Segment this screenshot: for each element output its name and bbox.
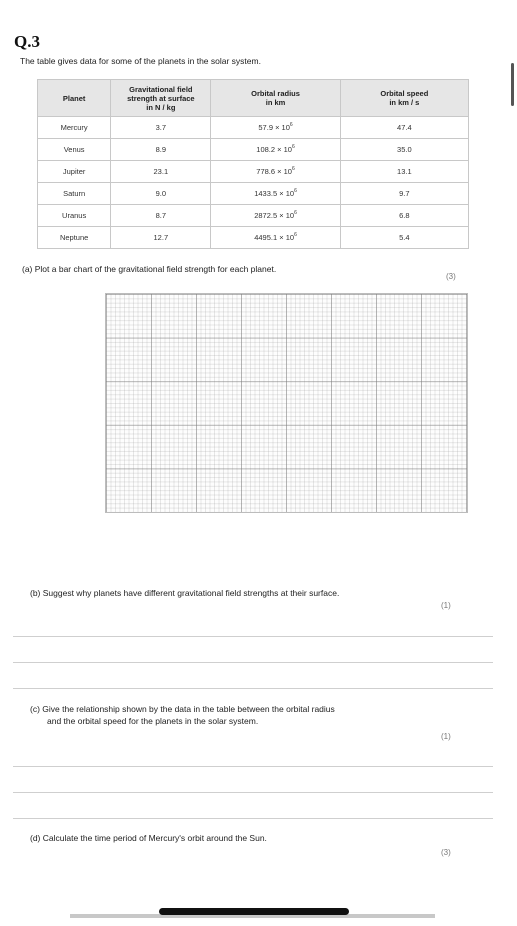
cell-orbital-radius	[211, 139, 340, 161]
header-orbital-speed	[340, 80, 468, 117]
part-d-question: (d) Calculate the time period of Mercury's orbit around the Sun.	[30, 833, 267, 843]
part-c-question-line2: and the orbital speed for the planets in the solar system.	[47, 716, 259, 726]
header-planet: Planet	[38, 80, 111, 117]
cell-orbital-speed: 13.1	[340, 161, 468, 183]
table-row	[38, 161, 469, 183]
cell-gfs: 12.7	[111, 227, 211, 249]
cell-planet: Neptune	[38, 227, 111, 249]
part-c-marks: (1)	[441, 732, 451, 741]
answer-line[interactable]	[13, 818, 493, 819]
cell-gfs: 8.7	[111, 205, 211, 227]
cell-gfs: 3.7	[111, 117, 211, 139]
header-orbital-radius-line1: Orbital radius	[251, 89, 300, 98]
part-a-marks: (3)	[446, 272, 456, 281]
cell-orbital-radius	[211, 117, 340, 139]
scroll-indicator[interactable]	[511, 63, 514, 106]
answer-line[interactable]	[13, 662, 493, 663]
part-c-question-line1: (c) Give the relationship shown by the data in the table between the orbital radius	[30, 704, 335, 714]
radius-exponent: 6	[291, 144, 295, 150]
cell-gfs: 9.0	[111, 183, 211, 205]
table-row	[38, 139, 469, 161]
table-row	[38, 205, 469, 227]
cell-orbital-speed: 6.8	[340, 205, 468, 227]
cell-planet: Jupiter	[38, 161, 111, 183]
cell-orbital-radius	[211, 183, 340, 205]
header-orbital-speed-line2: in km / s	[389, 98, 420, 107]
part-d-marks: (3)	[441, 848, 451, 857]
cell-orbital-radius	[211, 227, 340, 249]
cell-planet: Venus	[38, 139, 111, 161]
intro-text: The table gives data for some of the planets in the solar system.	[20, 56, 261, 66]
part-b-question: (b) Suggest why planets have different gravitational field strengths at their surface.	[30, 588, 340, 598]
header-gfs-line2: strength at surface	[127, 93, 195, 103]
radius-mantissa: 1433.5 × 10	[254, 189, 295, 198]
cell-orbital-radius	[211, 205, 340, 227]
cell-orbital-speed: 47.4	[340, 117, 468, 139]
answer-line[interactable]	[13, 688, 493, 689]
question-number: Q.3	[14, 32, 40, 51]
radius-exponent: 6	[289, 122, 293, 128]
cell-orbital-speed: 35.0	[340, 139, 468, 161]
radius-exponent: 6	[294, 232, 297, 238]
radius-mantissa: 108.2 × 10	[256, 145, 292, 154]
table-row	[38, 117, 469, 139]
part-b-marks: (1)	[441, 601, 451, 610]
graph-paper[interactable]	[105, 293, 468, 513]
header-orbital-radius	[211, 80, 340, 117]
home-indicator[interactable]	[159, 908, 349, 915]
cell-orbital-radius	[211, 161, 340, 183]
table-header-row	[38, 80, 469, 117]
planet-data-table	[37, 79, 469, 249]
header-gravitational-field-strength	[111, 80, 211, 117]
answer-line[interactable]	[13, 636, 493, 637]
radius-exponent: 6	[291, 166, 295, 172]
header-orbital-radius-line2: in km	[265, 98, 286, 107]
table-row	[38, 227, 469, 249]
header-gfs-line1: Gravitational field	[129, 84, 193, 94]
radius-exponent: 6	[294, 188, 297, 194]
header-orbital-speed-line1: Orbital speed	[380, 89, 429, 98]
radius-mantissa: 2872.5 × 10	[254, 211, 295, 220]
cell-planet: Saturn	[38, 183, 111, 205]
radius-exponent: 6	[294, 210, 297, 216]
radius-mantissa: 57.9 × 10	[258, 123, 290, 132]
cell-orbital-speed: 5.4	[340, 227, 468, 249]
answer-line[interactable]	[13, 766, 493, 767]
cell-planet: Mercury	[38, 117, 111, 139]
answer-line[interactable]	[13, 792, 493, 793]
table-row	[38, 183, 469, 205]
cell-gfs: 8.9	[111, 139, 211, 161]
header-gfs-line3: in N / kg	[146, 102, 176, 112]
radius-mantissa: 778.6 × 10	[256, 167, 292, 176]
part-a-question: (a) Plot a bar chart of the gravitational field strength for each planet.	[22, 264, 277, 274]
cell-planet: Uranus	[38, 205, 111, 227]
cell-gfs: 23.1	[111, 161, 211, 183]
radius-mantissa: 4495.1 × 10	[254, 233, 295, 242]
cell-orbital-speed: 9.7	[340, 183, 468, 205]
